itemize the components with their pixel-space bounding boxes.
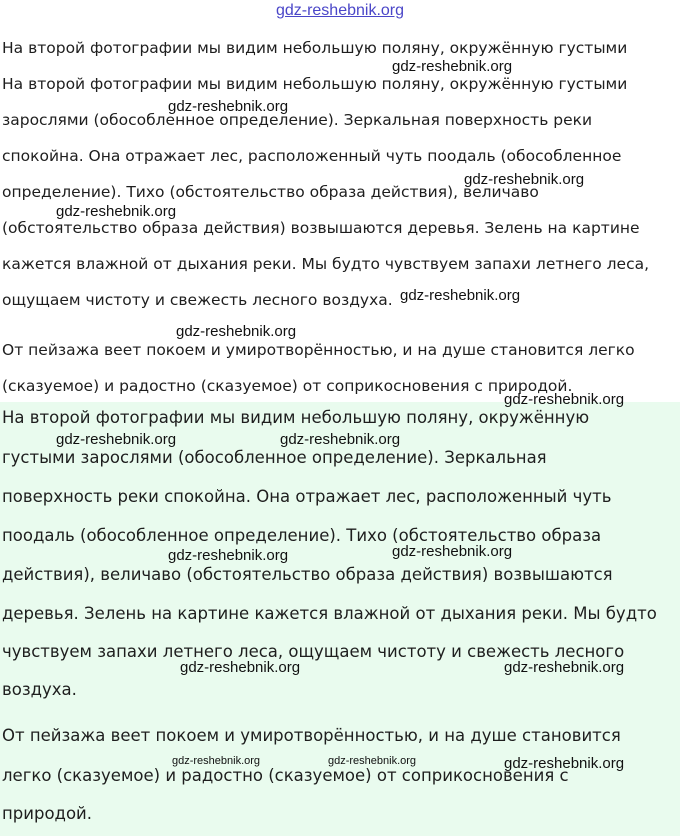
watermark-text: gdz-reshebnik.org bbox=[504, 659, 625, 676]
watermark-text: gdz-reshebnik.org bbox=[168, 547, 289, 564]
watermark-text: gdz-reshebnik.org bbox=[392, 543, 513, 560]
watermark-text: gdz-reshebnik.org bbox=[392, 58, 513, 75]
answer-line: воздуха. bbox=[2, 680, 77, 699]
watermark-text: gdz-reshebnik.org bbox=[464, 171, 585, 188]
watermark-text: gdz-reshebnik.org bbox=[400, 287, 521, 304]
watermark-text: gdz-reshebnik.org bbox=[172, 755, 261, 767]
answer-line: От пейзажа веет покоем и умиротворённостью, и на душе становится bbox=[2, 726, 621, 745]
answer-line: деревья. Зелень на картине кажется влажной от дыхания реки. Мы будто bbox=[2, 604, 657, 623]
answer-line: густыми зарослями (обособленное определение). Зеркальная bbox=[2, 448, 547, 467]
answer-line: поодаль (обособленное определение). Тихо (обстоятельство образа bbox=[2, 526, 602, 545]
upper-line: ощущаем чистоту и свежесть лесного воздуха. bbox=[2, 291, 393, 309]
watermark-text: gdz-reshebnik.org bbox=[280, 431, 401, 448]
watermark-text: gdz-reshebnik.org bbox=[504, 391, 625, 408]
watermark-text: gdz-reshebnik.org bbox=[56, 203, 177, 220]
upper-line: определение). Тихо (обстоятельство образа действия), величаво bbox=[2, 183, 539, 201]
upper-line: На второй фотографии мы видим небольшую поляну, окружённую густыми bbox=[2, 39, 628, 57]
answer-line: природой. bbox=[2, 804, 93, 823]
upper-line: кажется влажной от дыхания реки. Мы будто чувствуем запахи летнего леса, bbox=[2, 255, 650, 273]
upper-line: (обстоятельство образа действия) возвышаются деревья. Зелень на картине bbox=[2, 219, 640, 237]
upper-line: На второй фотографии мы видим небольшую поляну, окружённую густыми bbox=[2, 75, 628, 93]
upper-line: зарослями (обособленное определение). Зеркальная поверхность реки bbox=[2, 111, 593, 129]
watermark-text: gdz-reshebnik.org bbox=[176, 323, 297, 340]
upper-line: спокойна. Она отражает лес, расположенный чуть поодаль (обособленное bbox=[2, 147, 622, 165]
watermark-text: gdz-reshebnik.org bbox=[180, 659, 301, 676]
upper-line: (сказуемое) и радостно (сказуемое) от соприкосновения с природой. bbox=[2, 377, 573, 395]
watermark-text: gdz-reshebnik.org bbox=[56, 431, 177, 448]
answer-line: На второй фотографии мы видим небольшую поляну, окружённую bbox=[2, 408, 590, 427]
watermark-text: gdz-reshebnik.org bbox=[328, 755, 417, 767]
answer-line: легко (сказуемое) и радостно (сказуемое) от соприкосновения с bbox=[2, 766, 569, 785]
answer-line: поверхность реки спокойна. Она отражает лес, расположенный чуть bbox=[2, 487, 612, 506]
answer-line: действия), величаво (обстоятельство образа действия) возвышаются bbox=[2, 565, 613, 584]
upper-line: От пейзажа веет покоем и умиротворённостью, и на душе становится легко bbox=[2, 341, 635, 359]
header-watermark-link[interactable]: gdz-reshebnik.org bbox=[275, 2, 405, 19]
answer-line: чувствуем запахи летнего леса, ощущаем чистоту и свежесть лесного bbox=[2, 642, 625, 661]
watermark-text: gdz-reshebnik.org bbox=[504, 755, 625, 772]
watermark-text: gdz-reshebnik.org bbox=[168, 98, 289, 115]
